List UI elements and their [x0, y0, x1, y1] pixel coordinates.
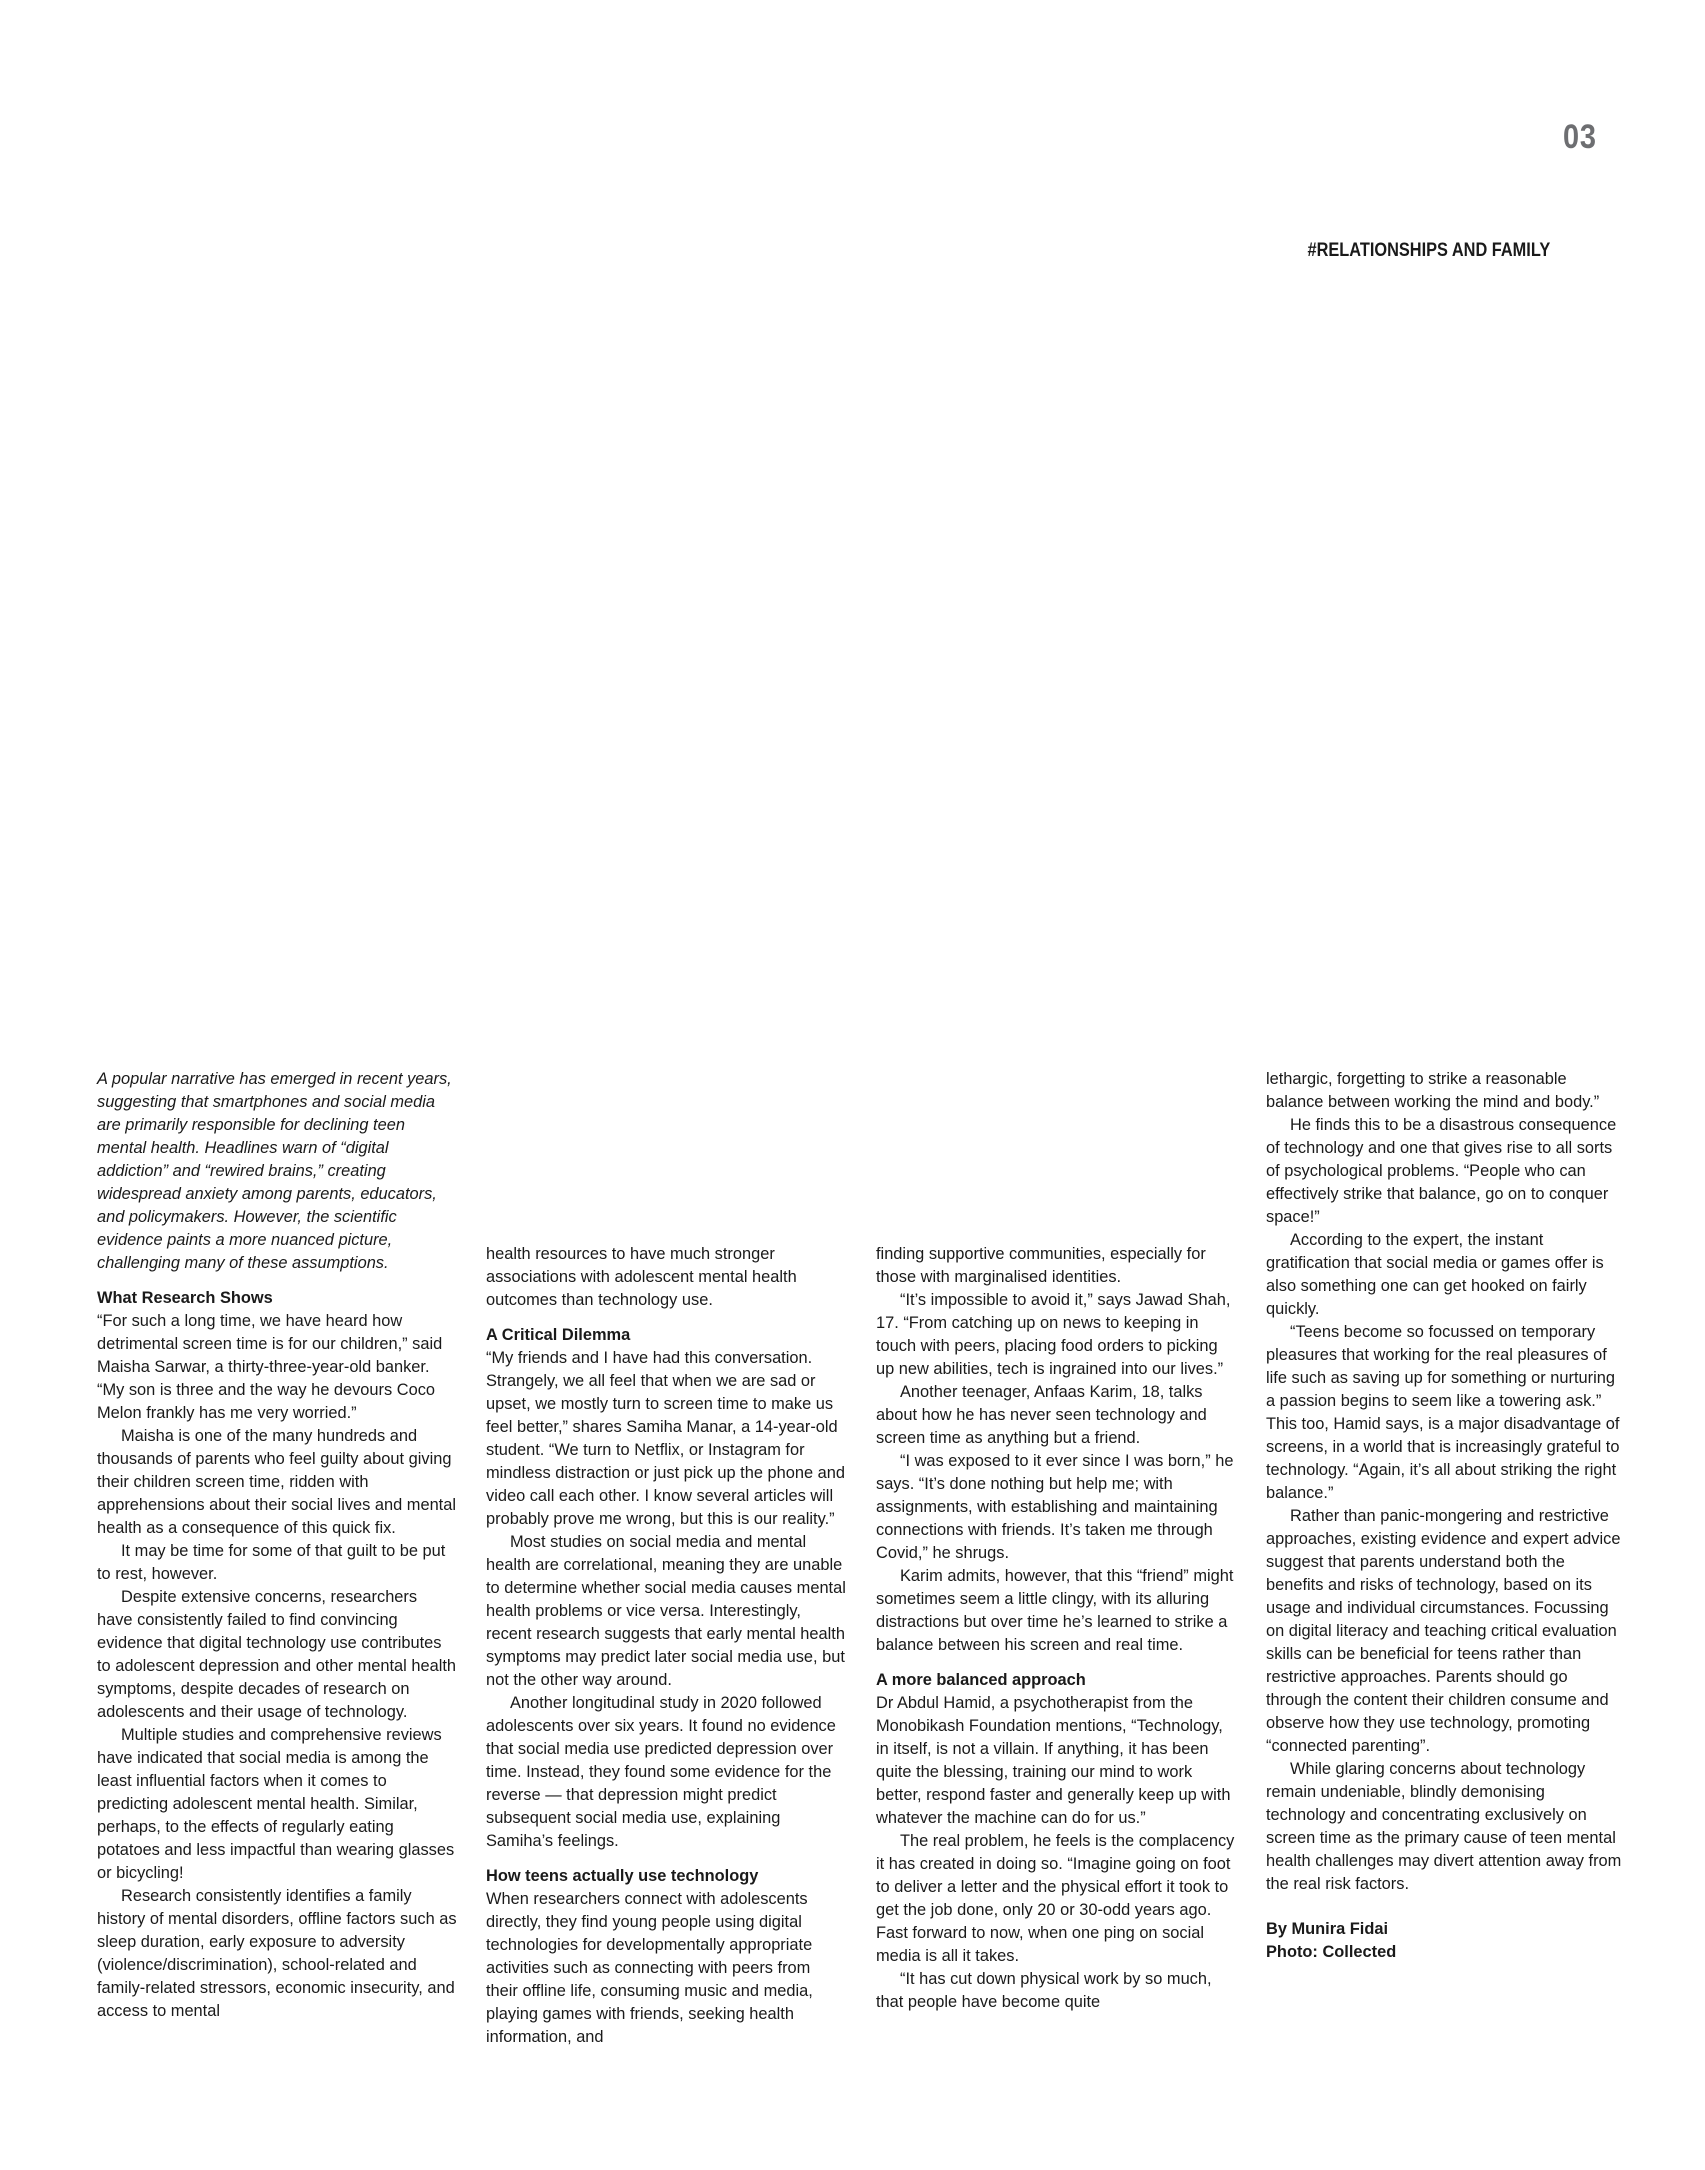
- paragraph: Karim admits, however, that this “friend” might sometimes seem a little clingy, with its alluring distractions but over time he’s learned to strike a balance between his screen and real time.: [876, 1567, 1234, 1654]
- byline: [1266, 1918, 1626, 1964]
- paragraph: When researchers connect with adolescents directly, they find young people using digital technologies for developmentally appropriate activities such as connecting with peers from their offline life, consuming music and media, playing games with friends, seeking health information, and: [486, 1890, 813, 2046]
- paragraph: “I was exposed to it ever since I was born,” he says. “It’s done nothing but help me; with assignments, with establishing and maintaining connections with friends. It’s taken me through Covid,” he shrugs.: [876, 1452, 1234, 1562]
- paragraph: Research consistently identifies a family history of mental disorders, offline factors such as sleep duration, early exposure to adversity (violence/discrimination), school-related and family-related stressors, economic insecurity, and access to mental: [97, 1887, 457, 2020]
- paragraph: “It’s impossible to avoid it,” says Jawad Shah, 17. “From catching up on news to keeping in touch with peers, placing food orders to picking up new abilities, tech is ingrained into our lives.”: [876, 1291, 1231, 1378]
- article-column-1: [97, 1068, 457, 2023]
- paragraph: It may be time for some of that guilt to be put to rest, however.: [97, 1542, 446, 1583]
- paragraph: Rather than panic-mongering and restrictive approaches, existing evidence and expert advice suggest that parents understand both the benefits and risks of technology, based on its usage and individual circumstances. Focussing on digital literacy and teaching critical evaluation skills can be beneficial for teens rather than restrictive approaches. Parents should go through the content their children consume and observe how they use technology, promoting “connected parenting”.: [1266, 1507, 1621, 1755]
- article-intro: A popular narrative has emerged in recent years, suggesting that smartphones and social media are primarily responsible for declining teen mental health. Headlines warn of “digital addiction” and “rewired brains,” creating widespread anxiety among parents, educators, and policymakers. However, the scientific evidence paints a more nuanced picture, challenging many of these assumptions.: [97, 1070, 452, 1272]
- section-tag: #RELATIONSHIPS AND FAMILY: [1307, 240, 1550, 261]
- paragraph: “It has cut down physical work by so much, that people have become quite: [876, 1970, 1212, 2011]
- page-number: 03: [1563, 118, 1597, 156]
- paragraph: lethargic, forgetting to strike a reasonable balance between working the mind and body.”: [1266, 1070, 1600, 1111]
- paragraph: Multiple studies and comprehensive reviews have indicated that social media is among the least influential factors when it comes to predicting adolescent mental health. Similar, perhaps, to the effects of regularly eating potatoes and less impactful than wearing glasses or bicycling!: [97, 1726, 455, 1882]
- paragraph: Maisha is one of the many hundreds and thousands of parents who feel guilty about giving their children screen time, ridden with apprehensions about their social lives and mental health as a consequence of this quick fix.: [97, 1427, 456, 1537]
- byline-author: By Munira Fidai: [1266, 1920, 1389, 1938]
- section-heading: What Research Shows: [97, 1289, 273, 1307]
- paragraph: According to the expert, the instant gratification that social media or games offer is also something one can get hooked on fairly quickly.: [1266, 1231, 1604, 1318]
- paragraph: “Teens become so focussed on temporary pleasures that working for the real pleasures of life such as saving up for something or nurturing a passion begins to seem like a towering ask.” This too, Hamid says, is a major disadvantage of screens, in a world that is increasingly grateful to technology. “Again, it’s all about striking the right balance.”: [1266, 1323, 1620, 1502]
- paragraph: While glaring concerns about technology remain undeniable, blindly demonising technology and concentrating exclusively on screen time as the primary cause of teen mental health challenges may divert attention away from the real risk factors.: [1266, 1760, 1622, 1893]
- section-heading: How teens actually use technology: [486, 1867, 759, 1885]
- paragraph: “For such a long time, we have heard how detrimental screen time is for our children,” said Maisha Sarwar, a thirty-three-year-old banker. “My son is three and the way he devours Coco Melon frankly has me very worried.”: [97, 1312, 443, 1422]
- paragraph: Most studies on social media and mental health are correlational, meaning they are unable to determine whether social media causes mental health problems or vice versa. Interestingly, recent research suggests that early mental health symptoms may predict later social media use, but not the other way around.: [486, 1533, 846, 1689]
- paragraph: health resources to have much stronger associations with adolescent mental health outcomes than technology use.: [486, 1245, 797, 1309]
- paragraph: Dr Abdul Hamid, a psychotherapist from the Monobikash Foundation mentions, “Technology, in itself, is not a villain. If anything, it has been quite the blessing, training our mind to work better, respond faster and generally keep up with whatever the machine can do for us.”: [876, 1694, 1231, 1827]
- section-heading: A Critical Dilemma: [486, 1326, 631, 1344]
- paragraph: Despite extensive concerns, researchers have consistently failed to find convincing evidence that digital technology use contributes to adolescent depression and other mental health symptoms, despite decades of research on adolescents and their usage of technology.: [97, 1588, 457, 1721]
- byline-photo-credit: Photo: Collected: [1266, 1943, 1397, 1961]
- paragraph: He finds this to be a disastrous consequence of technology and one that gives rise to all sorts of psychological problems. “People who can effectively strike that balance, go on to conquer space!”: [1266, 1116, 1617, 1226]
- article-column-2: [486, 1243, 846, 2049]
- article-column-4: [1266, 1068, 1626, 1964]
- section-heading: A more balanced approach: [876, 1671, 1086, 1689]
- paragraph: Another longitudinal study in 2020 followed adolescents over six years. It found no evidence that social media use predicted depression over time. Instead, they found some evidence for the reverse — that depression might predict subsequent social media use, explaining Samiha’s feelings.: [486, 1694, 836, 1850]
- paragraph: “My friends and I have had this conversation. Strangely, we all feel that when we are sad or upset, we mostly turn to screen time to make us feel better,” shares Samiha Manar, a 14-year-old student. “We turn to Netflix, or Instagram for mindless distraction or just pick up the phone and video call each other. I know several articles will probably prove me wrong, but this is our reality.”: [486, 1349, 845, 1528]
- paragraph: The real problem, he feels is the complacency it has created in doing so. “Imagine going on foot to deliver a letter and the physical effort it took to get the job done, only 20 or 30-odd years ago. Fast forward to now, when one ping on social media is all it takes.: [876, 1832, 1235, 1965]
- article-column-3: [876, 1243, 1236, 2014]
- paragraph: finding supportive communities, especially for those with marginalised identities.: [876, 1245, 1206, 1286]
- paragraph: Another teenager, Anfaas Karim, 18, talks about how he has never seen technology and screen time as anything but a friend.: [876, 1383, 1207, 1447]
